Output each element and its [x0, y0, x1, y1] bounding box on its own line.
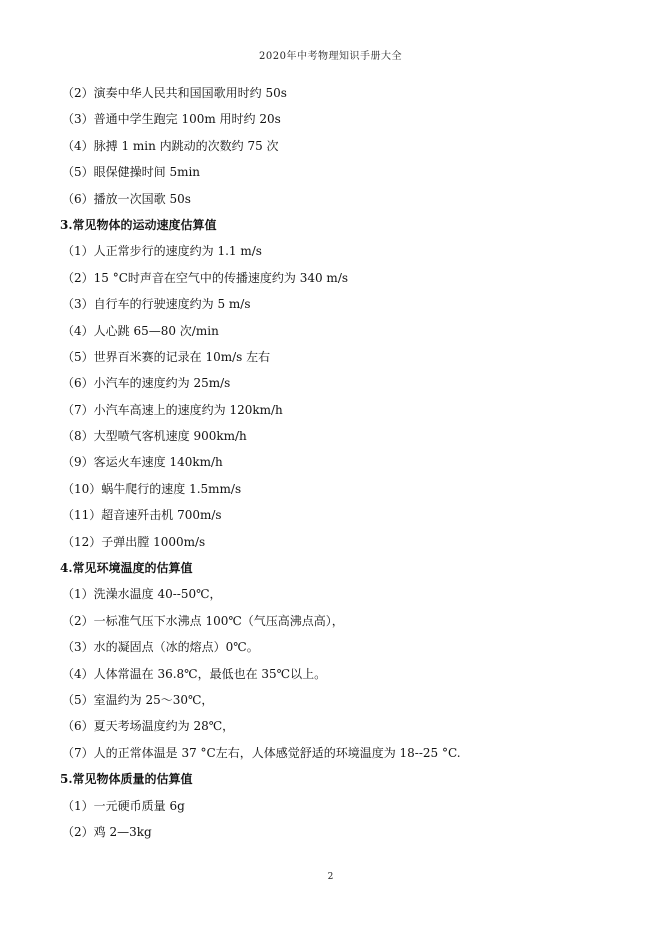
list-item: （2）15 °C时声音在空气中的传播速度约为 340 m/s: [62, 270, 349, 285]
list-item: （5）眼保健操时间 5min: [62, 165, 201, 180]
list-item: （2）鸡 2—3kg: [62, 824, 152, 839]
list-item: （1）人正常步行的速度约为 1.1 m/s: [62, 244, 262, 259]
list-item: （3）水的凝固点（冰的熔点）0℃。: [62, 640, 259, 655]
section-heading-mass: 5.常见物体质量的估算值: [60, 772, 193, 787]
list-item: （6）播放一次国歌 50s: [62, 191, 191, 206]
list-item: （12）子弹出膛 1000m/s: [62, 534, 206, 549]
list-item: （3）普通中学生跑完 100m 用时约 20s: [62, 112, 281, 127]
list-item: （5）世界百米赛的记录在 10m/s 左右: [62, 349, 271, 364]
list-item: （2）一标准气压下水沸点 100℃（气压高沸点高），: [62, 613, 344, 628]
list-item: （6）小汽车的速度约为 25m/s: [62, 376, 231, 391]
page-content: [60, 80, 620, 845]
list-item: （5）室温约为 25～30℃，: [62, 692, 214, 707]
list-item: （4）人体常温在 36.8℃，最低也在 35℃以上。: [62, 666, 327, 681]
list-item: （8）大型喷气客机速度 900km/h: [62, 429, 247, 444]
section-heading-speed: 3.常见物体的运动速度估算值: [60, 217, 217, 232]
list-item: （10）蜗牛爬行的速度 1.5mm/s: [62, 481, 242, 496]
list-item: （7）小汽车高速上的速度约为 120km/h: [62, 402, 283, 417]
list-item: （4）脉搏 1 min 内跳动的次数约 75 次: [62, 138, 279, 153]
list-item: （11）超音速歼击机 700m/s: [62, 508, 222, 523]
list-item: （9）客运火车速度 140km/h: [62, 455, 223, 470]
list-item: （4）人心跳 65—80 次/min: [62, 323, 219, 338]
list-item: （6）夏天考场温度约为 28℃，: [62, 719, 235, 734]
section-heading-temperature: 4.常见环境温度的估算值: [60, 561, 193, 576]
list-item: （1）一元硬币质量 6g: [62, 798, 185, 813]
list-item: （7）人的正常体温是 37 °C左右，人体感觉舒适的环境温度为 18--25 °C.: [62, 745, 461, 760]
page-header: 2020年中考物理知识手册大全: [259, 51, 402, 62]
page-number: 2: [327, 872, 334, 882]
list-item: （1）洗澡水温度 40--50℃，: [62, 587, 222, 602]
list-item: （2）演奏中华人民共和国国歌用时约 50s: [62, 86, 287, 100]
list-item: （3）自行车的行驶速度约为 5 m/s: [62, 297, 251, 312]
